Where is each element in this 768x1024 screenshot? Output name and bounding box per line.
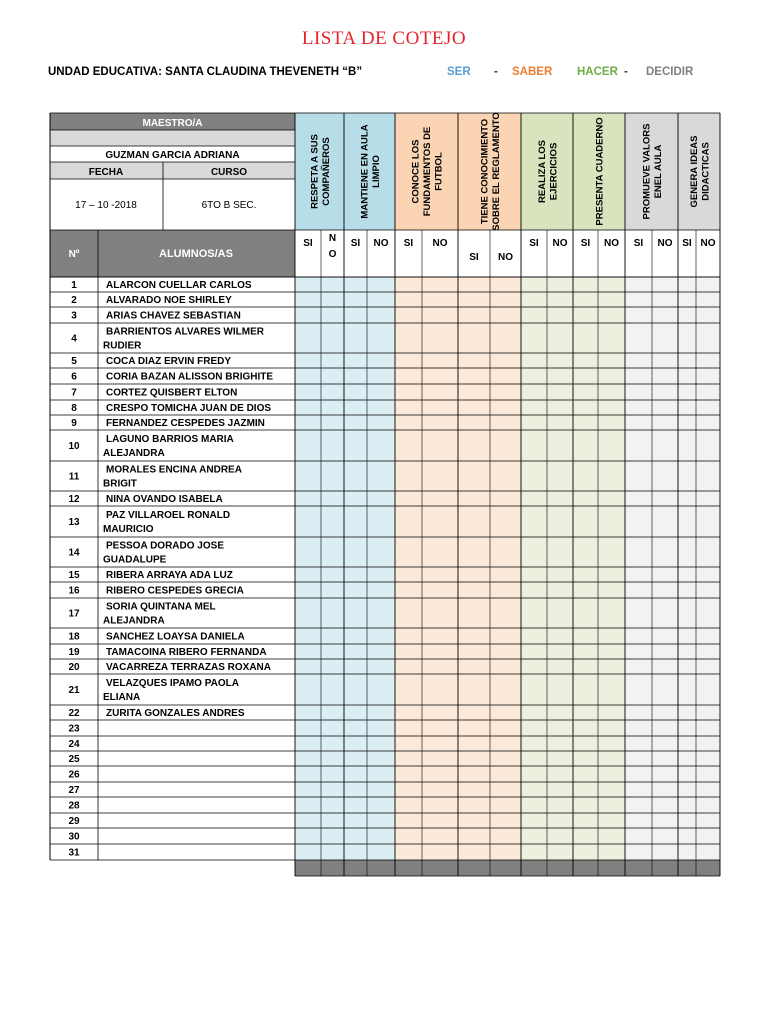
row-number: 10: [68, 441, 80, 452]
student-name: ALVARADO NOE SHIRLEY: [106, 295, 232, 306]
no-header: NO: [700, 238, 716, 249]
si-header: SI: [633, 238, 644, 249]
student-name: PESSOA DORADO JOSE GUADALUPE: [103, 540, 224, 566]
student-name: CRESPO TOMICHA JUAN DE DIOS: [106, 403, 272, 414]
page-title: LISTA DE COTEJO: [301, 28, 467, 49]
table-row: [68, 602, 215, 627]
row-number: 16: [68, 585, 80, 597]
no-header: NO: [604, 238, 619, 249]
student-name: PAZ VILLAROEL RONALD MAURICIO: [103, 510, 231, 535]
criterion-label: PRESENTA CUADERNO: [594, 117, 606, 226]
num-label: Nº: [68, 249, 80, 260]
student-name: CORIA BAZAN ALISSON BRIGHITE: [106, 371, 274, 383]
student-name: COCA DIAZ ERVIN FREDY: [106, 356, 232, 367]
row-number: 30: [68, 831, 80, 843]
row-number: 4: [71, 333, 77, 345]
table-row: [68, 816, 80, 827]
row-number: 3: [71, 310, 77, 322]
table-row: [68, 724, 80, 735]
row-number: 22: [68, 708, 80, 719]
table-row: [68, 586, 243, 597]
criterion-label-group: [537, 140, 560, 203]
criterion-label: MANTIENE EN AULALIMPIO: [359, 124, 382, 219]
row-number: 8: [71, 403, 77, 414]
curso-label: CURSO: [210, 167, 248, 178]
table-row: [71, 356, 231, 367]
row-number: 2: [71, 295, 77, 306]
student-name: MORALES ENCINA ANDREA BRIGIT: [103, 464, 242, 490]
no-header: NO: [552, 238, 568, 249]
no-header: NO: [432, 238, 448, 249]
criterion-column-fill: [678, 277, 720, 860]
row-number: 31: [68, 847, 80, 859]
criterion-label: REALIZA LOSEJERCICIOS: [536, 140, 560, 203]
table-row: [68, 832, 80, 843]
student-name: RIBERO CESPEDES GRECIA: [106, 585, 244, 597]
table-row: [68, 801, 80, 812]
criterion-column-fill: [295, 277, 344, 860]
criterion-label-group: [595, 117, 606, 225]
criterion-label: RESPETA A SUSCOMPAÑEROS: [309, 134, 332, 209]
fecha-curso-header-bg: [50, 162, 295, 179]
student-name: RIBERA ARRAYA ADA LUZ: [106, 570, 233, 581]
table-row: [69, 465, 242, 490]
fecha-label: FECHA: [88, 167, 124, 178]
row-number: 21: [68, 685, 80, 696]
row-number: 19: [68, 647, 80, 658]
si-header: SI: [580, 238, 591, 249]
row-number: 5: [71, 356, 77, 367]
row-number: 12: [68, 494, 80, 505]
criterion-label: PROMUEVE VALORSENEL AULA: [641, 123, 664, 220]
table-row: [68, 770, 80, 781]
row-number: 6: [71, 371, 77, 383]
row-number: 23: [68, 723, 80, 735]
table-row: [68, 510, 230, 535]
criterion-label: TIENE CONOCIMIENTOSOBRE EL REGLAMENTO: [479, 112, 502, 231]
student-name: FERNANDEZ CESPEDES JAZMIN: [106, 418, 265, 429]
student-name: ZURITA GONZALES ANDRES: [106, 708, 245, 719]
criterion-column-fill: [625, 277, 678, 860]
legend-separator: -: [624, 66, 628, 78]
table-row: [71, 295, 232, 306]
criterion-label: GENERA IDEASDIDACTICAS: [688, 135, 712, 208]
no-header: N O: [328, 233, 337, 260]
curso-value: 6TO B SEC.: [201, 200, 257, 211]
student-name: VELAZQUES IPAMO PAOLA ELIANA: [103, 678, 239, 703]
student-name: VACARREZA TERRAZAS ROXANA: [106, 662, 271, 673]
student-name: NINA OVANDO ISABELA: [106, 494, 223, 505]
student-name: SORIA QUINTANA MEL ALEJANDRA: [103, 601, 216, 627]
si-header: SI: [529, 238, 539, 249]
student-name: CORTEZ QUISBERT ELTON: [106, 387, 238, 399]
si-header: SI: [303, 238, 313, 249]
student-name: SANCHEZ LOAYSA DANIELA: [106, 631, 245, 643]
legend-hacer: HACER: [577, 66, 618, 78]
table-row: [71, 311, 241, 322]
table-row: [71, 418, 265, 429]
criterion-label-group: [479, 112, 502, 230]
criterion-label: CONOCE LOSFUNDAMENTOS DEFUTBOL: [410, 126, 445, 217]
criterion-label-group: [309, 134, 332, 209]
si-header: SI: [350, 238, 361, 249]
table-row: [68, 739, 80, 750]
row-number: 24: [68, 739, 80, 750]
row-number: 28: [68, 800, 80, 812]
table-row: [68, 754, 80, 765]
row-number: 27: [68, 785, 80, 796]
fecha-value: 17 – 10 -2018: [75, 200, 137, 211]
no-header: NO: [373, 238, 389, 249]
no-header: NO: [498, 252, 513, 263]
row-number: 20: [68, 662, 80, 673]
alumnos-label: ALUMNOS/AS: [159, 248, 233, 260]
si-header: SI: [682, 238, 692, 249]
legend-decidir: DECIDIR: [646, 66, 694, 78]
criterion-column-fill: [344, 277, 395, 860]
row-number: 13: [68, 517, 80, 528]
school-name: UNDAD EDUCATIVA: SANTA CLAUDINA THEVENETH “B”: [48, 66, 363, 78]
legend-separator: -: [494, 66, 498, 78]
table-row: [68, 570, 232, 581]
table-row: [68, 662, 271, 673]
table-row: [71, 327, 265, 352]
row-number: 1: [71, 280, 77, 291]
student-name: LAGUNO BARRIOS MARIA ALEJANDRA: [103, 434, 234, 459]
si-header: SI: [403, 238, 414, 249]
student-name: ARIAS CHAVEZ SEBASTIAN: [106, 310, 241, 322]
row-number: 18: [68, 631, 80, 643]
legend-ser: SER: [447, 66, 471, 78]
criterion-label-group: [689, 136, 712, 208]
table-row: [68, 434, 233, 459]
maestro-name: GUZMAN GARCIA ADRIANA: [105, 150, 240, 161]
table-row: [71, 388, 237, 399]
student-name: ALARCON CUELLAR CARLOS: [106, 280, 252, 291]
table-row: [68, 785, 80, 796]
criterion-column-fill: [458, 277, 521, 860]
row-number: 25: [68, 754, 80, 765]
row-number: 26: [68, 769, 80, 781]
table-row: [68, 541, 224, 566]
table-row: [71, 372, 273, 383]
maestro-blank-row: [50, 130, 295, 146]
table-row: [68, 494, 222, 505]
criterion-column-fill: [395, 277, 458, 860]
table-row: [68, 678, 239, 703]
legend-saber: SABER: [512, 66, 553, 78]
row-number: 15: [68, 570, 80, 581]
row-number: 9: [71, 418, 77, 429]
student-name: BARRIENTOS ALVARES WILMER RUDIER: [103, 326, 264, 352]
si-header: SI: [469, 252, 479, 263]
student-name: TAMACOINA RIBERO FERNANDA: [106, 647, 267, 658]
row-number: 14: [68, 547, 80, 559]
maestro-label: MAESTRO/A: [142, 118, 203, 129]
row-number: 11: [68, 471, 80, 483]
totals-row: [295, 860, 720, 876]
table-row: [68, 708, 244, 719]
row-number: 17: [68, 608, 80, 620]
row-number: 7: [71, 387, 77, 399]
row-number: 29: [68, 816, 80, 827]
no-header: NO: [657, 238, 673, 249]
table-row: [68, 848, 80, 859]
table-row: [68, 632, 244, 643]
table-row: [71, 403, 271, 414]
criterion-column-fill: [573, 277, 625, 860]
